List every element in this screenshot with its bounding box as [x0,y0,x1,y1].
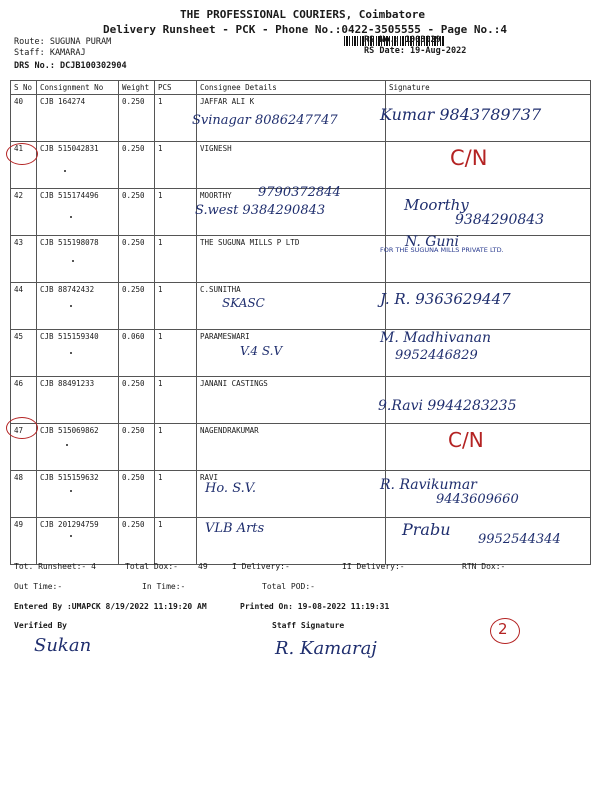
page-mark: 2 [498,620,508,638]
pen-dot [70,535,72,537]
rs-date: RS Date: 19-Aug-2022 [364,46,467,56]
total-pod: Total POD:- [262,582,315,591]
staff-signature-label: Staff Signature [272,621,345,630]
hw-signature: Moorthy [404,196,469,214]
table-row [11,424,591,471]
col-consignment: Consignment No [37,81,119,95]
hw-details: Svinagar 8086247747 [192,113,338,128]
total-dox-label: Total Dox:- [125,562,178,571]
row-consignee: C.SUNITHA [197,283,386,330]
row-pcs: 1 [155,283,197,330]
company-stamp: FOR THE SUGUNA MILLS PRIVATE LTD. [380,246,504,254]
row-pcs: 1 [155,424,197,471]
table-row [11,236,591,283]
row-sno: 48 [11,471,37,518]
hw-cn-mark: C/N [450,146,488,170]
company-title: THE PROFESSIONAL COURIERS, Coimbatore [180,8,426,21]
row-consignee: RAVI [197,471,386,518]
row-consignee: PARAMESWARI [197,330,386,377]
row-sno: 49 [11,518,37,565]
hw-cn-mark: C/N [448,428,484,452]
row-consignee: JAFFAR ALI K [197,95,386,142]
runsheet-title: Delivery Runsheet - PCK - Phone No.:0422-3505555 - Page No.:4 [103,23,507,36]
row-weight: 0.250 [119,424,155,471]
row-weight: 0.250 [119,189,155,236]
row-sno: 41 [11,142,37,189]
pen-dot [72,260,74,262]
ii-delivery: II Delivery:- [342,562,405,571]
pen-dot [70,305,72,307]
row-signature [386,142,591,189]
row-consignment: CJB 88491233 [37,377,119,424]
row-sno: 42 [11,189,37,236]
verified-signature: Sukan [34,635,92,656]
row-weight: 0.060 [119,330,155,377]
in-time: In Time:- [142,582,186,591]
row-weight: 0.250 [119,236,155,283]
printed-on: Printed On: 19-08-2022 11:19:31 [240,602,390,611]
total-dox-value: 49 [198,562,208,571]
rtn-dox: RTN Dox:- [462,562,506,571]
hw-signature: R. Ravikumar [380,477,477,493]
col-pcs: PCS [155,81,197,95]
verified-by-label: Verified By [14,621,67,630]
pen-dot [70,490,72,492]
row-consignment: CJB 515069862 [37,424,119,471]
row-consignment: CJB 88742432 [37,283,119,330]
col-signature: Signature [386,81,591,95]
row-consignment: CJB 164274 [37,95,119,142]
hw-details: Ho. S.V. [205,481,257,496]
hw-signature: 9952544344 [478,532,561,547]
row-consignment: CJB 201294759 [37,518,119,565]
row-weight: 0.250 [119,142,155,189]
route-label: Route: SUGUNA PURAM [14,37,112,47]
row-pcs: 1 [155,236,197,283]
row-pcs: 1 [155,142,197,189]
row-sno: 46 [11,377,37,424]
drs-label: DRS No.: DCJB100302904 [14,61,127,71]
pen-dot [66,444,68,446]
entered-by: Entered By :UMAPCK 8/19/2022 11:19:20 AM [14,602,207,611]
hw-signature: 9384290843 [455,212,545,228]
row-consignee: THE SUGUNA MILLS P LTD [197,236,386,283]
row-sno: 47 [11,424,37,471]
table-header [11,81,591,95]
row-signature [386,424,591,471]
i-delivery: I Delivery:- [232,562,290,571]
row-consignment: CJB 515159340 [37,330,119,377]
col-consignee: Consignee Details [197,81,386,95]
hw-details: V.4 S.V [240,344,283,358]
row-pcs: 1 [155,95,197,142]
row-pcs: 1 [155,189,197,236]
highlight-circle [6,143,38,165]
row-sno: 44 [11,283,37,330]
table-row [11,330,591,377]
hw-signature: M. Madhivanan [380,330,492,346]
row-weight: 0.250 [119,95,155,142]
staff-signature: R. Kamaraj [275,638,377,659]
hw-signature: 9952446829 [395,348,478,363]
hw-signature: J. R. 9363629447 [380,290,511,308]
row-consignee: VIGNESH [197,142,386,189]
row-weight: 0.250 [119,283,155,330]
row-sno: 45 [11,330,37,377]
row-consignment: CJB 515042831 [37,142,119,189]
tot-runsheet: Tot. Runsheet:- 4 [14,562,96,571]
pen-dot [70,216,72,218]
row-pcs: 1 [155,330,197,377]
hw-signature: 9443609660 [436,492,519,507]
hw-signature: Kumar 9843789737 [380,105,542,124]
row-weight: 0.250 [119,518,155,565]
row-consignment: CJB 515159632 [37,471,119,518]
hw-signature: 9.Ravi 9944283235 [378,398,517,414]
staff-label: Staff: KAMARAJ [14,48,86,58]
row-sno: 43 [11,236,37,283]
row-consignee: MOORTHY [197,189,386,236]
row-consignee: JANANI CASTINGS [197,377,386,424]
row-weight: 0.250 [119,377,155,424]
pen-dot [64,170,66,172]
row-sno: 40 [11,95,37,142]
row-pcs: 1 [155,471,197,518]
hw-signature: Prabu [402,520,451,539]
highlight-circle [6,417,38,439]
col-weight: Weight [119,81,155,95]
hw-details: SKASC [222,296,265,310]
hw-details: 9790372844 [258,185,341,200]
row-consignment: CJB 515174496 [37,189,119,236]
hw-details: VLB Arts [205,521,265,536]
row-consignee: NAGENDRAKUMAR [197,424,386,471]
pen-dot [70,352,72,354]
hw-details: S.west 9384290843 [195,203,326,218]
row-weight: 0.250 [119,471,155,518]
hw-signature: N. Guni [405,234,459,250]
rs-no: RS No.: 1003029 [364,35,441,45]
row-pcs: 1 [155,518,197,565]
row-pcs: 1 [155,377,197,424]
out-time: Out Time:- [14,582,63,591]
col-sno: S No [11,81,37,95]
table-row [11,142,591,189]
row-consignment: CJB 515198078 [37,236,119,283]
